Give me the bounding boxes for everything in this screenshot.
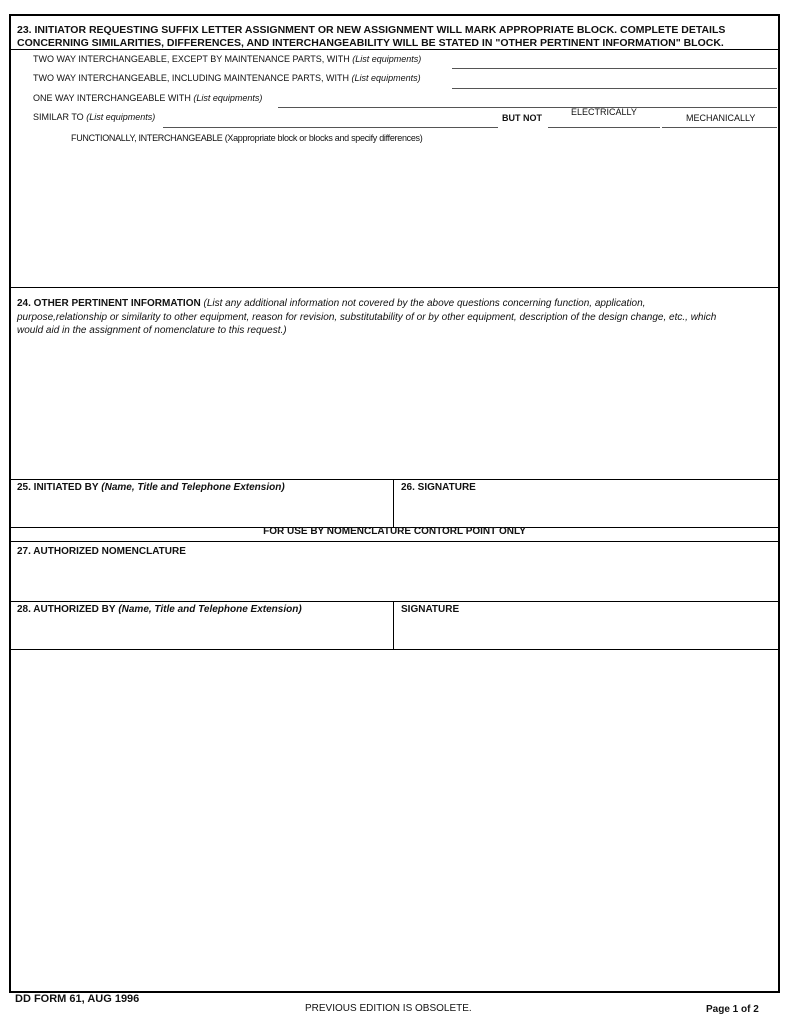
two-way-except-label: TWO WAY INTERCHANGEABLE, EXCEPT BY MAINTENANCE PARTS, WITH	[33, 54, 350, 64]
similar-to-row	[33, 112, 155, 122]
section-24-desc-line3: would aid in the assignment of nomenclature to this request.)	[17, 325, 287, 336]
divider	[393, 601, 394, 649]
section-24-desc-line2: purpose,relationship or similarity to other equipment, reason for revision, substitutability of or by other equipment, description of the design change, etc., which	[17, 311, 717, 323]
differences-textarea[interactable]	[16, 148, 778, 288]
signature-26-input[interactable]	[398, 497, 778, 525]
divider	[393, 479, 394, 527]
authorized-by-input[interactable]	[16, 620, 394, 648]
divider	[11, 541, 778, 542]
divider	[11, 479, 778, 480]
divider	[11, 649, 778, 650]
section-24-block	[17, 297, 772, 338]
one-way-row	[33, 93, 262, 103]
similar-to-label: SIMILAR TO	[33, 112, 84, 122]
section-25-label	[17, 482, 285, 493]
control-point-banner: FOR USE BY NOMENCLATURE CONTORL POINT ONLY	[263, 526, 526, 537]
electrically-underline	[548, 127, 660, 128]
two-way-including-label: TWO WAY INTERCHANGEABLE, INCLUDING MAINTENANCE PARTS, WITH	[33, 73, 350, 83]
underline	[278, 107, 777, 108]
list-equipments-hint: (List equipments)	[86, 112, 156, 122]
section-25-title: 25. INITIATED BY	[17, 482, 99, 493]
one-way-label: ONE WAY INTERCHANGEABLE WITH	[33, 93, 191, 103]
list-equipments-hint: (List equipments)	[351, 73, 421, 83]
electrically-label: ELECTRICALLY	[571, 107, 637, 117]
list-equipments-hint: (List equipments)	[352, 54, 422, 64]
functionally-label: FUNCTIONALLY, INTERCHANGEABLE (Xappropriate block or blocks and specify differences)	[71, 133, 423, 143]
edition-note: PREVIOUS EDITION IS OBSOLETE.	[305, 1003, 472, 1014]
section-23-heading-line1: 23. INITIATOR REQUESTING SUFFIX LETTER ASSIGNMENT OR NEW ASSIGNMENT WILL MARK APPROPRIATE BLOCK. COMPLETE DETAILS	[17, 24, 726, 36]
page-number: Page 1 of 2	[706, 1004, 759, 1015]
underline	[452, 68, 777, 69]
section-23-heading-line2: CONCERNING SIMILARITIES, DIFFERENCES, AND INTERCHANGEABILITY WILL BE STATED IN "OTHER PERTINENT INFORMATION" BLOCK.	[17, 37, 724, 49]
underline	[163, 127, 498, 128]
section-28-hint: (Name, Title and Telephone Extension)	[118, 604, 302, 615]
section-27-title: 27. AUTHORIZED NOMENCLATURE	[17, 546, 186, 557]
signature-title: SIGNATURE	[401, 604, 460, 615]
two-way-including-row	[33, 73, 421, 83]
mechanically-underline	[662, 127, 777, 128]
but-not-label: BUT NOT	[502, 113, 542, 123]
two-way-except-row	[33, 54, 421, 64]
authorized-nomenclature-input[interactable]	[16, 561, 778, 599]
form-id: DD FORM 61, AUG 1996	[15, 993, 140, 1005]
divider	[11, 49, 778, 50]
list-equipments-hint: (List equipments)	[193, 93, 263, 103]
two-way-including-input[interactable]	[452, 73, 780, 89]
initiated-by-input[interactable]	[16, 497, 394, 525]
section-24-title: 24. OTHER PERTINENT INFORMATION	[17, 298, 201, 309]
section-28-title: 28. AUTHORIZED BY	[17, 604, 116, 615]
other-information-textarea[interactable]	[16, 340, 778, 479]
mechanically-label: MECHANICALLY	[686, 113, 756, 123]
section-28-label	[17, 604, 302, 615]
underline	[452, 88, 777, 89]
divider	[11, 287, 778, 288]
section-26-title: 26. SIGNATURE	[401, 482, 476, 493]
similar-to-input[interactable]	[163, 112, 501, 128]
section-25-hint: (Name, Title and Telephone Extension)	[101, 482, 285, 493]
divider	[11, 601, 778, 602]
signature-28-input[interactable]	[398, 620, 778, 648]
section-24-desc-line1: (List any additional information not covered by the above questions concerning function, application,	[203, 298, 646, 309]
